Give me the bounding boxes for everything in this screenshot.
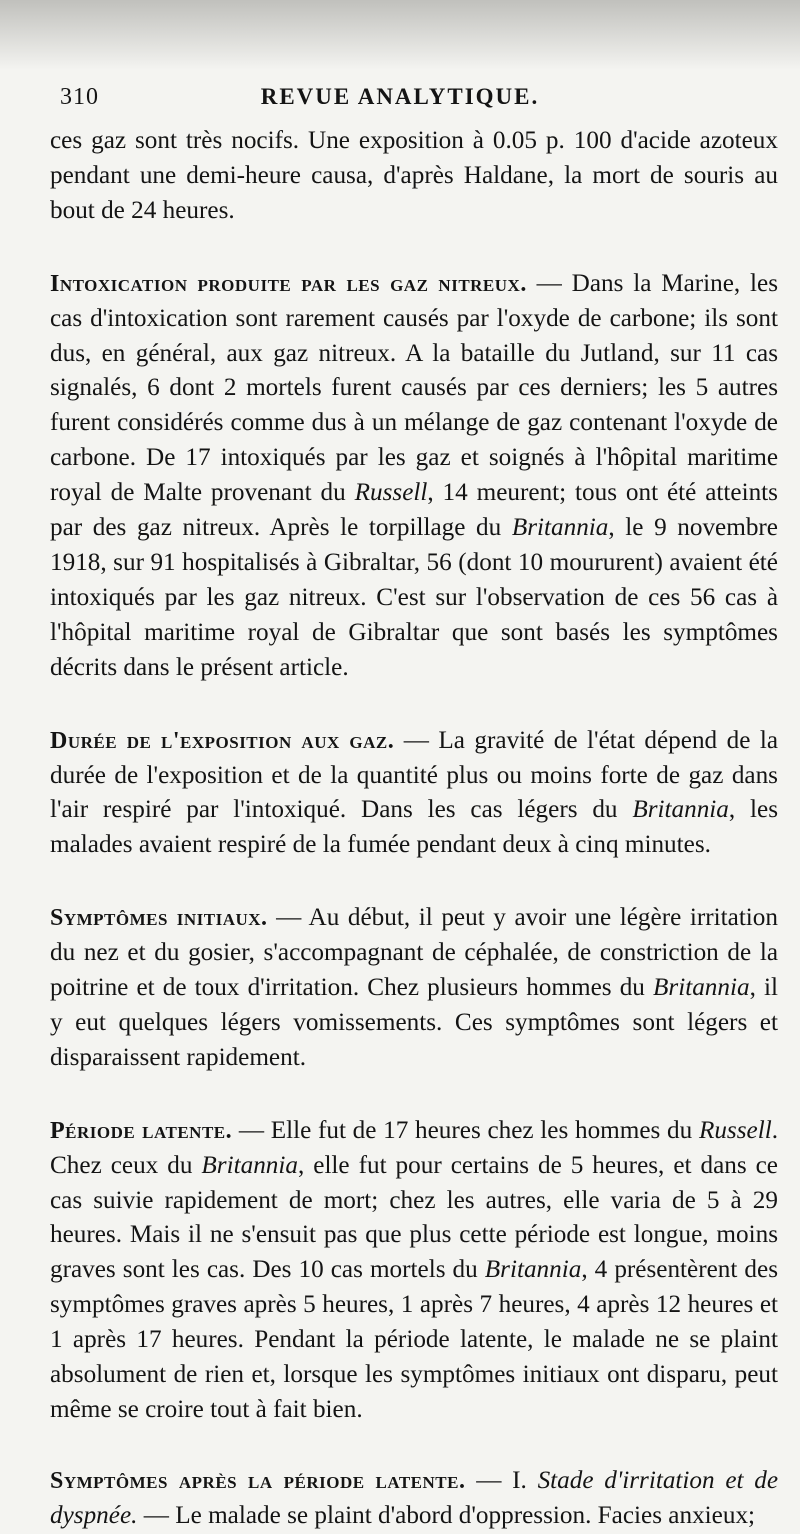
section-heading: Symptômes après la période latente.: [50, 1467, 466, 1494]
section-heading: Symptômes initiaux.: [50, 905, 268, 932]
paragraph-continued: ces gaz sont très nocifs. Une exposition à 0.05 p. 100 d'acide azoteux pendant une demi-heure causa, d'après Haldane, la mort de souris au bout de 24 heures.: [50, 127, 778, 224]
running-head: [0, 84, 800, 114]
scan-shadow: [0, 0, 800, 70]
section-duree-exposition: Durée de l'exposition aux gaz. — La gravité de l'état dépend de la durée de l'exposition et de la quantité plus ou moins forte de gaz dans l'air respiré par l'intoxiqué. Dans les cas légers du Britannia, les malades avaient respiré de la fumée pendant deux à cinq minutes.: [50, 726, 779, 859]
section-gaz-nitreux: Intoxication produite par les gaz nitreux. — Dans la Marine, les cas d'intoxication sont rarement causés par l'oxyde de carbone; ils sont dus, en général, aux gaz nitreux. A la bataille du Jutland, sur 11 cas signalés, 6 dont 2 mortels furent causés par ces derniers; les 5 autres furent considérés comme dus à un mélange de gaz contenant l'oxyde de carbone. De 17 intoxiqués par les gaz et soignés à l'hôpital maritime royal de Malte provenant du Russell, 14 meurent; tous ont été atteints par des gaz nitreux. Après le torpillage du Britannia, le 9 novembre 1918, sur 91 hospitalisés à Gibraltar, 56 (dont 10 moururent) avaient été intoxiqués par les gaz nitreux. C'est sur l'observation de ces 56 cas à l'hôpital maritime royal de Gibraltar que sont basés les symptômes décrits dans le présent article.: [50, 269, 779, 681]
article-body: [50, 124, 778, 1534]
section-periode-latente: Période latente. — Elle fut de 17 heures chez les hommes du Russell. Chez ceux du Britannia, elle fut pour certains de 5 heures, et dans ce cas suivie rapidement de mort; chez les autres, elle varia de 5 à 29 heures. Mais il ne s'ensuit pas que plus cette période est longue, moins graves sont les cas. Des 10 cas mortels du Britannia, 4 présentèrent des symptômes graves après 5 heures, 1 après 7 heures, 4 après 12 heures et 1 après 17 heures. Pendant la période latente, le malade ne se plaint absolument de rien et, lorsque les symptômes initiaux ont disparu, peut même se croire tout à fait bien.: [50, 1116, 778, 1423]
section-heading: Intoxication produite par les gaz nitreux.: [50, 270, 527, 297]
section-heading: Période latente.: [50, 1117, 233, 1144]
section-apres-periode-latente: Symptômes après la période latente. — I. Stade d'irritation et de dyspnée. — Le malade se plaint d'abord d'oppression. Facies anxieux;: [50, 1466, 779, 1529]
section-symptomes-initiaux: Symptômes initiaux. — Au début, il peut y avoir une légère irritation du nez et du gosier, s'accompagnant de céphalée, de constriction de la poitrine et de toux d'irritation. Chez plusieurs hommes du Britannia, il y eut quelques légers vomissements. Ces symptômes sont légers et disparaissent rapidement.: [50, 904, 778, 1071]
running-title: REVUE ANALYTIQUE.: [260, 84, 540, 109]
page-number: 310: [60, 84, 99, 110]
section-heading: Durée de l'exposition aux gaz.: [50, 727, 395, 754]
